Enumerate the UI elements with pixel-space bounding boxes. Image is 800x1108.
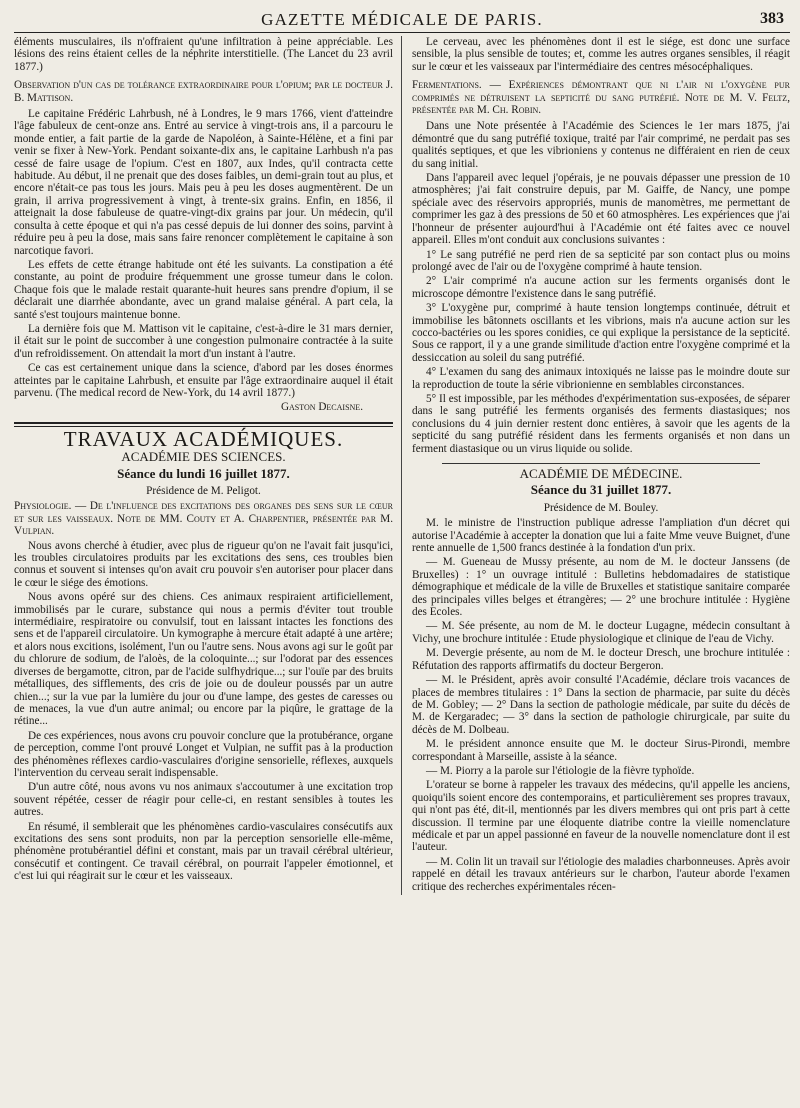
conclusion-item: 4° L'examen du sang des animaux intoxiqués ne laisse pas le moindre doute sur la reproduction de toute la série vibrionienne en semblables circonstances. <box>412 366 790 391</box>
paragraph: D'un autre côté, nous avons vu nos animaux s'accoutumer à une excitation trop souvent répétée, cesser de réagir pour celle-ci, en restant sensibles à toutes les autres. <box>14 781 393 819</box>
paragraph: Dans une Note présentée à l'Académie des Sciences le 1er mars 1875, j'ai démontré que du sang putréfié toxique, traité par l'air comprimé, ne perdait pas ses qualités septiques, et que les vibrioniens y contenus ne différaient en rien de ceux du sang initial. <box>412 120 790 170</box>
fermentation-heading: Fermentations. — Expériences démontrant que ni l'air ni l'oxygène pur comprimés ne détruisent la septicité du sang putréfié. Note de M. V. Feltz, présentée par M. Ch. Robin. <box>412 79 790 117</box>
presidency: Présidence de M. Bouley. <box>543 501 659 514</box>
paragraph: L'orateur se borne à rappeler les travaux des médecins, qu'il appelle les anciens, quoiqu'ils soient encore des contemporains, et particulièrement ses propres travaux, qui n'ont pas été, dit-il, mentionnés par les divers membres qui ont pris part à cette discussion. Il termine par une éloquente diatribe contre la vieille nomenclature médicale et par un appel passionné en faveur de la nouvelle nomenclature dont il est l'auteur. <box>412 779 790 854</box>
conclusion-item: 1° Le sang putréfié ne perd rien de sa septicité par son contact plus ou moins prolongé avec de l'air ou de l'oxygène comprimé à haute tension. <box>412 248 790 273</box>
paragraph: M. Devergie présente, au nom de M. le docteur Dresch, une brochure intitulée : Réfutation des rapports affirmatifs du docteur Bergeron. <box>412 647 790 672</box>
article-continuation: éléments musculaires, ils n'offraient qu'une infiltration à peine appréciable. Les lésions des reins étaient celles de la néphrite interstitielle. (The Lancet du 23 avril 1877.) <box>14 36 393 73</box>
columns <box>14 36 790 895</box>
paragraph: Ce cas est certainement unique dans la science, d'abord par les doses énormes atteintes par le capitaine Lahrbush, et ensuite par l'âge extraordinaire auquel il était parvenu. (The medical record de New-York, du 14 avril 1877.) <box>14 362 393 399</box>
paragraph: Nous avons cherché à étudier, avec plus de rigueur qu'on ne l'avait fait jusqu'ici, les troubles circulatoires produits par les excitations des sens, ces troubles bien connus et souvent si intenses qu'on avait cru pouvoir s'en autoriser pour placer dans le cœur le siége des émotions. <box>14 539 393 589</box>
paragraph: — M. Sée présente, au nom de M. le docteur Lugagne, médecin consultant à Vichy, une brochure intitulée : Etude physiologique et clinique de l'eau de Vichy. <box>412 620 790 645</box>
journal-title: GAZETTE MÉDICALE DE PARIS. <box>261 10 543 29</box>
left-column <box>14 36 402 895</box>
paragraph: La dernière fois que M. Mattison vit le capitaine, c'est-à-dire le 31 mars dernier, il était sur le point de succomber à une congestion pulmonaire contractée à la suite d'un refroidissement. On attendait la mort d'un instant à l'autre. <box>14 322 393 360</box>
session-date: Séance du 31 juillet 1877. <box>530 482 672 498</box>
paragraph: Le cerveau, avec les phénomènes dont il est le siége, est donc une surface sensible, la plus sensible de toutes; et, comme les autres organes sensibles, il réagit sur le cœur et les vaisseaux par l'intermédiaire des centres mésocéphaliques. <box>412 36 790 73</box>
section-divider <box>442 463 760 464</box>
paragraph: — M. le Président, après avoir consulté l'Académie, déclare trois vacances de places de membres titulaires : 1° Dans la section de pharmacie, par suite du décès de M. Gobley; — 2° Dans la section de pathologie médicale, par suite du décès de M. de Kergaradec; — 3° dans la section de pathologie chirurgicale, par suite du décès de M. Dolbeau. <box>412 674 790 736</box>
paragraph: Le capitaine Frédéric Lahrbush, né à Londres, le 9 mars 1766, vient d'atteindre l'âge fabuleux de cent-onze ans. Entré au service à vingt-trois ans, il a parcouru le monde entier, a fait partie de la garde de Napoléon, à Sainte-Hélène, et a fini par venir se fixer à New-York. Pendant soixante-dix ans, le capitaine Larhbush n'a pas cessé de faire usage de l'opium. C'est en 1807, aux Indes, qu'il contracta cette habitude. Au début, il ne prenait que des doses faibles, un demi-grain tout au plus, et encore n'était-ce pas tous les jours. Mais peu à peu les doses augmentèrent. De un grain, il arriva progressivement à vingt, à trente-six grains. Enfin, en 1856, il atteignait la dose fabuleuse de quatre-vingt-dix grains par jour. Un médecin, qu'il consulta à cette époque et qui n'a pas cessé depuis de lui donner des soins, parvint à réduire peu à peu la dose, mais sans faire renoncer complètement le capitaine à son narcotique favori. <box>14 108 393 257</box>
academy-name: ACADÉMIE DES SCIENCES. <box>121 449 286 465</box>
conclusion-item: 5° Il est impossible, par les méthodes d'expérimentation sus-exposées, de séparer dans le sang putréfié les ferments organisés des ferments diastasiques; nos conclusions du 4 juin dernier restent donc entières, à savoir que les agents de la septicité du sang putréfié résident dans les ferments organisés et non dans un ferment diastasique ou un virus liquide ou solide. <box>412 392 790 455</box>
paragraph: — M. Piorry a la parole sur l'étiologie de la fièvre typhoïde. <box>426 764 695 777</box>
academy-name: ACADÉMIE DE MÉDECINE. <box>519 466 683 481</box>
section-divider <box>14 422 393 424</box>
paragraph: Les effets de cette étrange habitude ont été les suivants. La constipation a été constante, au point de produire fréquemment une grosse tumeur dans le colon. Chaque fois que le malade restait quarante-huit heures sans prendre d'opium, il se déclarait une diarrhée abondante, avec un grand malaise général. A part cela, la santé s'est toujours maintenue bonne. <box>14 258 393 321</box>
paragraph: M. le ministre de l'instruction publique adresse l'ampliation d'un décret qui autorise l'Académie à accepter la donation que lui a faite Mme veuve Buignet, d'une rente annuelle de 1,500 francs destinée à la fondation d'un prix. <box>412 517 790 555</box>
paragraph: — M. Colin lit un travail sur l'étiologie des maladies charbonneuses. Après avoir rappelé en détail les travaux antérieurs sur le charbon, l'auteur aborde l'examen critique des recherches expérimentales récen- <box>412 855 790 893</box>
observation-heading: Observation d'un cas de tolérance extraordinaire pour l'opium; par le docteur J. B. Mattison. <box>14 79 393 104</box>
paragraph: De ces expériences, nous avons cru pouvoir conclure que la protubérance, organe de perception, comme l'ont prouvé Longet et Vulpian, ne suffit pas à la production des phénomènes réflexes cardio-vasculaires d'origine sensorielle, réflexes, auxquels l'intervention du cerveau serait indispensable. <box>14 729 393 779</box>
author-signature: Gaston Decaisne. <box>280 401 363 414</box>
section-title: TRAVAUX ACADÉMIQUES. <box>63 426 344 451</box>
physiology-heading: Physiologie. — De l'influence des excitations des organes des sens sur le cœur et sur les vaisseaux. Note de MM. Couty et A. Charpentier, présentée par M. Vulpian. <box>14 500 393 538</box>
paragraph: M. le président annonce ensuite que M. le docteur Sirus-Pirondi, membre correspondant à Marseille, assiste à la séance. <box>412 738 790 763</box>
conclusion-item: 2° L'air comprimé n'a aucune action sur les ferments organisés dont le microscope démontre l'existence dans le sang putréfié. <box>412 275 790 300</box>
paragraph: Dans l'appareil avec lequel j'opérais, je ne pouvais dépasser une pression de 10 atmosphères; j'ai fait construire depuis, par M. Gaiffe, de Nancy, une pompe spéciale avec des réservoirs appropriés, munis de manomètres, me permettant de comprimer les gaz à des pressions de 50 et 60 atmosphères. Les expériences que j'ai l'honneur de présenter aujourd'hui à l'Académie ont été faites avec ce nouvel appareil. Elles m'ont conduit aux conclusions suivantes : <box>412 172 790 247</box>
paragraph: Nous avons opéré sur des chiens. Ces animaux respiraient artificiellement, immobilisés par le curare, substance qui nous a permis d'éviter tout trouble intermédiaire, respiratoire ou convulsif, tout en laissant intactes les fonctions des sens et de l'appareil circulatoire. Un kymographe à mercure était adapté à une artère; et alors nous excitions, isolément, l'un ou l'autre sens. Nous avons agi sur le goût par du chlorure de sodium, de l'aloès, de la coloquinte...; sur l'odorat par des essences diverses de bergamotte, citron, par de l'acide sulfhydrique...; sur l'ouïe par des bruits métalliques, des sifflements, des cris de joie ou de douleur poussés par un autre chien...; sur la vue par la lumière du jour ou d'une lampe, des gestes de caresses ou de menaces, la vue d'un autre animal; ou encore par la piqûre, le grattage de la rétine... <box>14 591 393 728</box>
page-number: 383 <box>760 10 784 27</box>
paragraph: — M. Gueneau de Mussy présente, au nom de M. le docteur Janssens (de Bruxelles) : 1° un ouvrage intitulé : Bulletins hebdomadaires de statistique démographique et médicale de la ville de Bruxelles et statistique sanitaire comparée des principales villes belges et étrangères; — 2° une brochure intitulée : Hygiène des Ecoles. <box>412 556 790 619</box>
paragraph: En résumé, il semblerait que les phénomènes cardio-vasculaires consécutifs aux excitations des sens sont produits, non par la perception sensorielle elle-même, phénomène protubérantiel défini et constant, mais par un travail cérébral ultérieur, consécutif et contingent. Ce travail cérébral, on pourrait l'appeler émotionnel, et c'est lui qui réagirait sur le cœur et les vaisseaux. <box>14 820 393 883</box>
right-column <box>402 36 790 895</box>
conclusion-item: 3° L'oxygène pur, comprimé à haute tension longtemps continuée, détruit et immobilise les bâtonnets oscillants et les vibrions, mais n'a aucune action sur les cocco-bactéries ou les spores conidies, ce qui explique la persistance de la septicité. Sous ce rapport, il y a une grande similitude d'action entre l'oxygène comprimé et la dessiccation au soleil du sang putréfié. <box>412 302 790 364</box>
page-header <box>14 8 790 33</box>
presidency: Présidence de M. Peligot. <box>146 485 261 497</box>
session-date: Séance du lundi 16 juillet 1877. <box>117 465 290 481</box>
